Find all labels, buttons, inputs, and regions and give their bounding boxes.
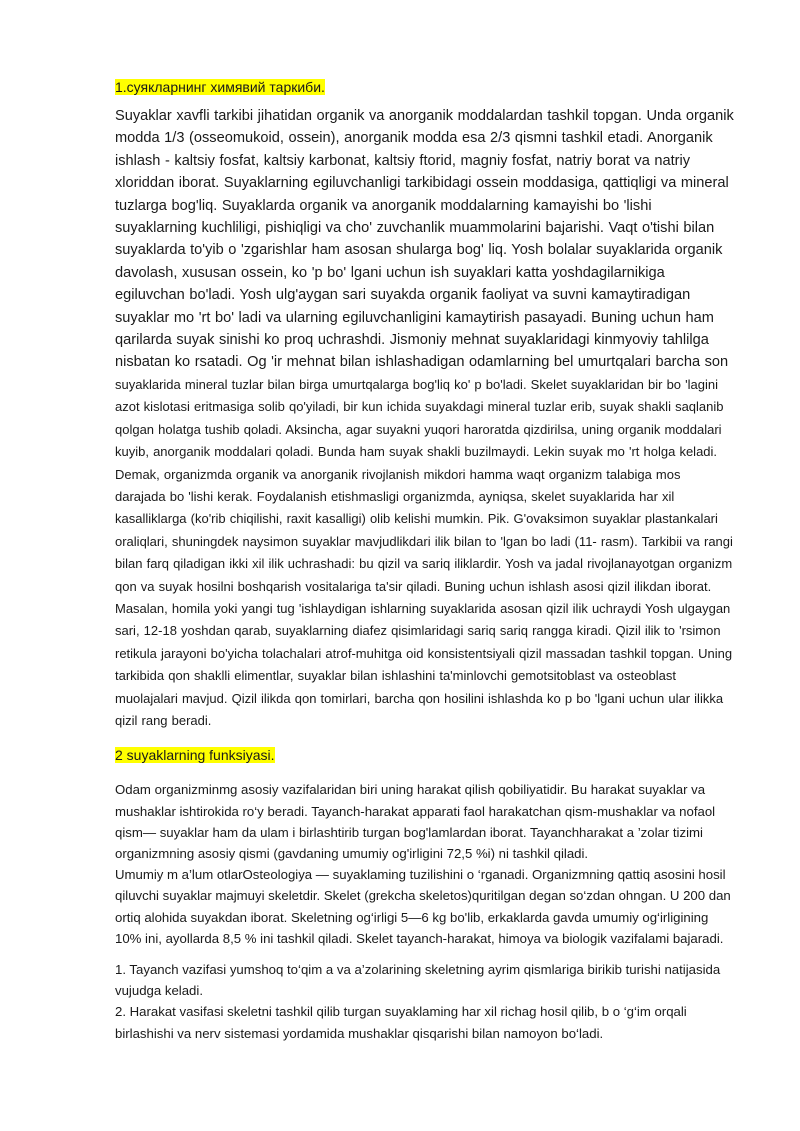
paragraph-chemical-composition <box>115 105 735 732</box>
highlighted-heading-text: 2 suyaklarning funksiyasi. <box>115 747 275 764</box>
highlighted-heading-text: 1.суякларнинг химявий таркиби. <box>115 79 325 95</box>
paragraph-osteology: Umumiy m a’lum otlarOsteologiya — suyaklaming tuzilishini o ‘rganadi. Organizmning qattiq asosini hosil qiluvchi suyaklar majmuyi skeletdir. Skelet (grekcha skeletos)quritilgan degan so‘zdan ohngan. U 200 dan ortiq alohida suyakdan iborat. Skeletning og‘irligi 5—6 kg bo'lib, erkaklarda gavda umumiy og‘irligining 10% ini, ayollarda 8,5 % ini tashkil qiladi. Skelet tayanch-harakat, himoya va biologik vazifalami bajaradi. <box>115 867 731 946</box>
paragraph-small-text: suyaklarida mineral tuzlar bilan birga umurtqalarga bog'liq ko' p bo'ladi. Skelet suyaklaridan bir bo 'lagini azot kislotasi eritmasiga solib qo'yiladi, bir kun ichida suyakdagi mineral tuzlar erib, suyak shakli saqlanib qolgan holatga tushib qoladi. Aksincha, agar suyakni yuqori haroratda qizdirilsa, uning organik moddalari kuyib, anorganik moddalari qoladi. Bunda ham suyak shakli buzilmaydi. Lekin suyak mo 'rt holga keladi. Demak, organizmda organik va anorganik rivojlanish mikdori hamma waqt organizm talabiga mos darajada bo 'lishi kerak. Foydalanish etishmasligi organizmda, ayniqsa, skelet suyaklarida har xil kasalliklarga (ko'rib chiqilishi, raxit kasalligi) olib kelishi mumkin. Pik. G'ovaksimon suyaklar plastankalari oraliqlari, shuningdek naysimon suyaklar mavjudlikdari ilik bilan to 'lgan bo ladi (11- rasm). Tarkibii va rangi bilan farq qiladigan ikki xil ilik uchrashadi: bu qizil va sariq iliklardir. Yosh va jadal rivojlanayotgan organizm qon va suyak hosilni boshqarish vositalariga ta'sir qiladi. Buning uchun ishlash asosi qizil ilikdan iborat. Masalan, homila yoki yangi tug 'ishlaydigan ishlarning suyaklarida asosan qizil ilik uchraydi Yosh ulgaygan sari, 12-18 yoshdan qarab, suyaklarning diafez qisimlaridagi sariq sariq rangga kiradi. Qizil ilik to 'rsimon retikula jarayoni bo'yicha tolachalari atrof-muhitga oid konsistentsiyali qizil massadan tashkil topgan. Uning tarkibida qon shaklli elimentlar, suyaklar bilan ishlashini ta'minlovchi gemotsitoblast va osteoblast muolajalari mavjud. Qizil ilikda qon tomirlari, barcha qon hosilini ishlashda ko p bo 'lgani uchun ular ilikka qizil rang beradi. <box>115 376 733 728</box>
list-item: 2. Harakat vasifasi skeletni tashkil qilib turgan suyaklaming har xil richag hosil qilib, b o ‘g‘im orqali birlashishi va nerv sistemasi yordamida mushaklar qisqarishi bilan namoyon bo‘ladi. <box>115 1004 687 1041</box>
section-heading-functions <box>115 745 735 765</box>
paragraph-large-text: Suyaklar xavfli tarkibi jihatidan organik va anorganik moddalardan tashkil topgan. Unda organik modda 1/3 (osseomukoid, ossein), anorganik modda esa 2/3 qismni tashkil etadi. Anorganik ishlash - kaltsiy fosfat, kaltsiy karbonat, kaltsiy ftorid, magniy fosfat, natriy borat va natriy xloriddan iborat. Suyaklarning egiluvchanligi tarkibidagi ossein moddasiga, qattiqligi va mineral tuzlarga bog'liq. Suyaklarda organik va anorganik moddalarning kamayishi bo 'lishi suyaklarning kuchliligi, pishiqligi va cho' zuvchanlik muammolarini bajarishi. Vaqt o'tishi bilan suyaklarda to'yib o 'zgarishlar ham asosan shularga bog' liq. Yosh bolalar suyaklarida organik davolash, xususan ossein, ko 'p bo' lgani uchun ish suyaklari katta yoshdagilarnikiga egiluvchan bo'ladi. Yosh ulg'aygan sari suyakda organik faoliyat va suvni kamaytiradigan suyaklar mo 'rt bo' ladi va ularning egiluvchanligini kamaytirish pasayadi. Buning uchun ham qarilarda suyak sinishi ko proq uchrashdi. Jismoniy mehnat suyaklaridagi kinmyoviy tahlilga nisbatan ko rsatadi. Og 'ir mehnat bilan ishlashadigan odamlarning bel umurtqalari barcha son <box>115 108 734 371</box>
paragraph-functions <box>115 779 735 949</box>
section-heading-chemical-composition <box>115 77 735 97</box>
paragraph-functions-intro: Odam organizminmg asosiy vazifalaridan biri uning harakat qilish qobiliyatidir. Bu harakat suyaklar va mushaklar ishtirokida ro‘y beradi. Tayanch-harakat apparati faol harakatchan qism-mushaklar va nofaol qism— suyaklar ham da ulam i birlashtirib turgan bog'lamlardan iborat. Tayanchharakat a ’zolar tizimi organizmning asosiy qismi (gavdaning umumiy og'irligini 72,5 %i) ni tashkil qiladi. <box>115 782 716 861</box>
list-item: 1. Tayanch vazifasi yumshoq to‘qim a va a’zolarining skeletning ayrim qismlariga birikib turishi natijasida vujudga keladi. <box>115 962 721 999</box>
document-page <box>115 72 735 1044</box>
functions-list <box>115 959 735 1044</box>
